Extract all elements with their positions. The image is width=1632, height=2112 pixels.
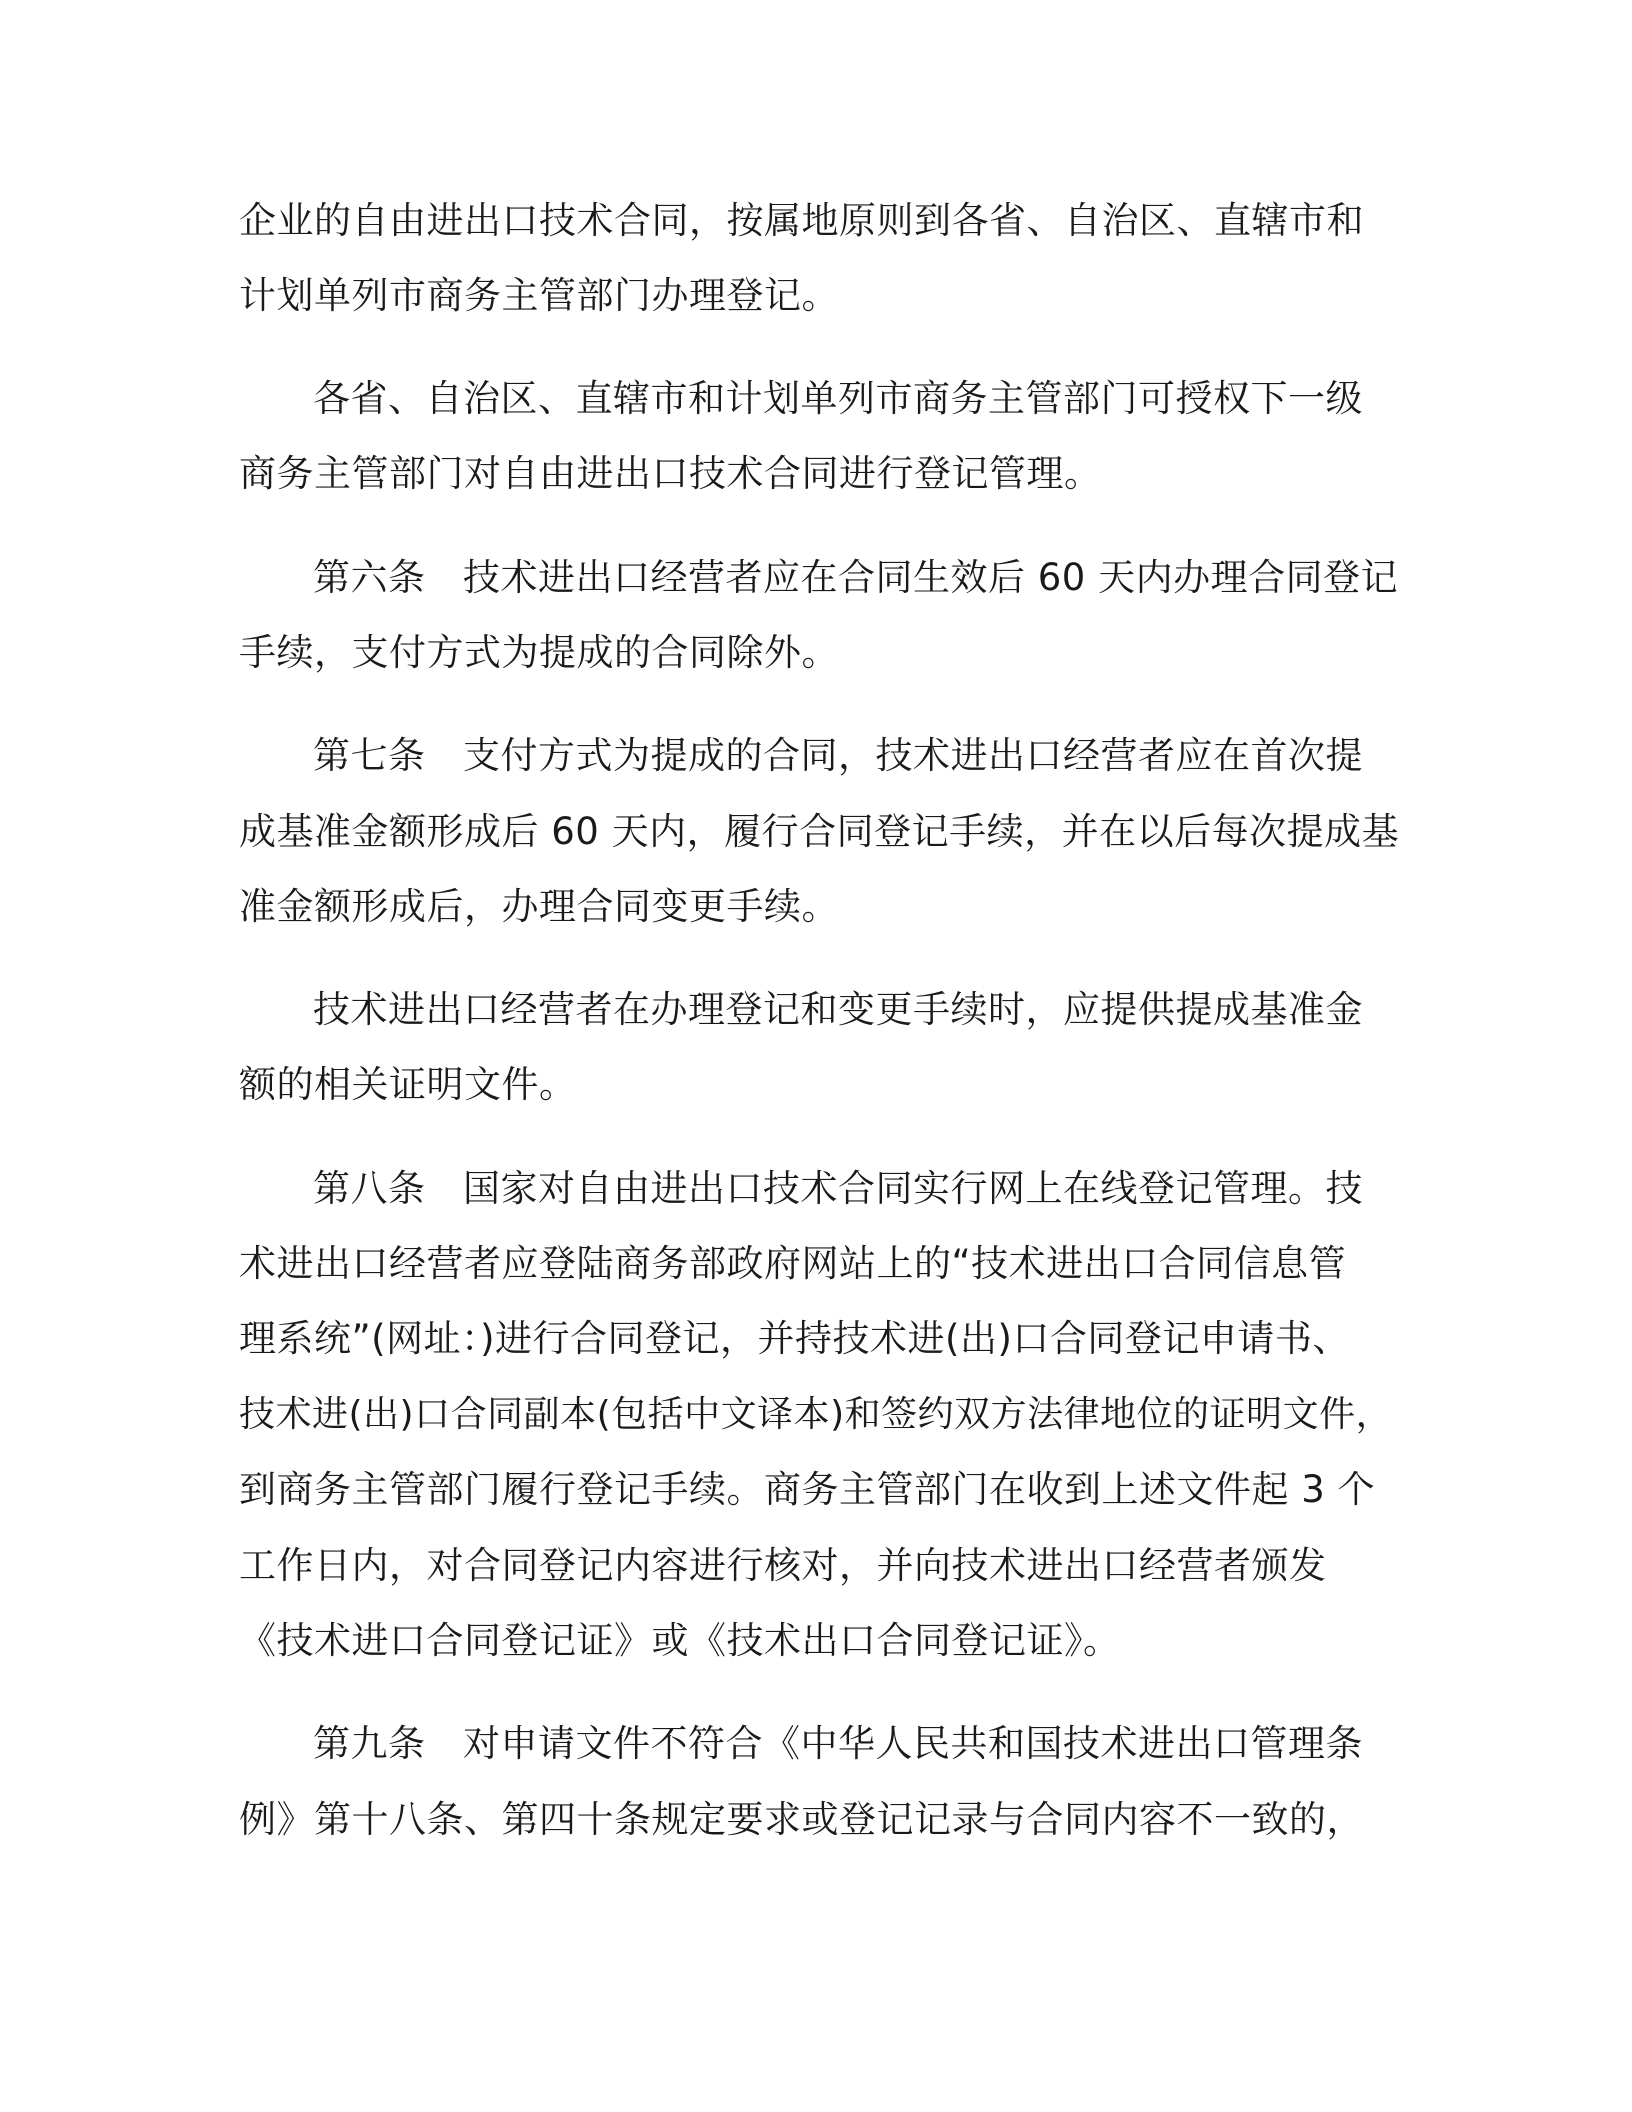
article-8-line: 到商务主管部门履行登记手续。商务主管部门在收到上述文件起 3 个 (239, 1468, 1376, 1511)
paragraph-line: 商务主管部门对自由进出口技术合同进行登记管理。 (239, 452, 1102, 495)
paragraph-line: 技术进出口经营者在办理登记和变更手续时，应提供提成基准金 (313, 988, 1363, 1031)
article-8-line: 工作日内，对合同登记内容进行核对，并向技术进出口经营者颁发 (239, 1544, 1327, 1587)
article-6-line: 第六条 技术进出口经营者应在合同生效后 60 天内办理合同登记 (313, 556, 1399, 599)
article-8-line: 技术进(出)口合同副本(包括中文译本)和签约双方法律地位的证明文件， (239, 1394, 1393, 1435)
article-8-line: 《技术进口合同登记证》或《技术出口合同登记证》。 (239, 1619, 1121, 1662)
article-8-line: 术进出口经营者应登陆商务部政府网站上的“技术进出口合同信息管 (239, 1242, 1347, 1285)
paragraph-line: 企业的自由进出口技术合同，按属地原则到各省、自治区、直辖市和 (239, 199, 1364, 242)
article-7-line: 成基准金额形成后 60 天内，履行合同登记手续，并在以后每次提成基 (239, 810, 1400, 853)
article-7-line: 第七条 支付方式为提成的合同，技术进出口经营者应在首次提 (313, 734, 1363, 777)
paragraph-line: 额的相关证明文件。 (239, 1063, 577, 1106)
article-6-line: 手续，支付方式为提成的合同除外。 (239, 631, 839, 674)
article-7-line: 准金额形成后，办理合同变更手续。 (239, 885, 839, 928)
paragraph-line: 各省、自治区、直辖市和计划单列市商务主管部门可授权下一级 (313, 377, 1363, 420)
article-9-line: 例》第十八条、第四十条规定要求或登记记录与合同内容不一致的， (239, 1798, 1364, 1841)
article-9-line: 第九条 对申请文件不符合《中华人民共和国技术进出口管理条 (313, 1722, 1363, 1765)
article-8-line: 理系统”(网址：)进行合同登记，并持技术进(出)口合同登记申请书、 (239, 1317, 1350, 1360)
paragraph-line: 计划单列市商务主管部门办理登记。 (239, 274, 839, 317)
article-8-line: 第八条 国家对自由进出口技术合同实行网上在线登记管理。技 (313, 1167, 1363, 1210)
